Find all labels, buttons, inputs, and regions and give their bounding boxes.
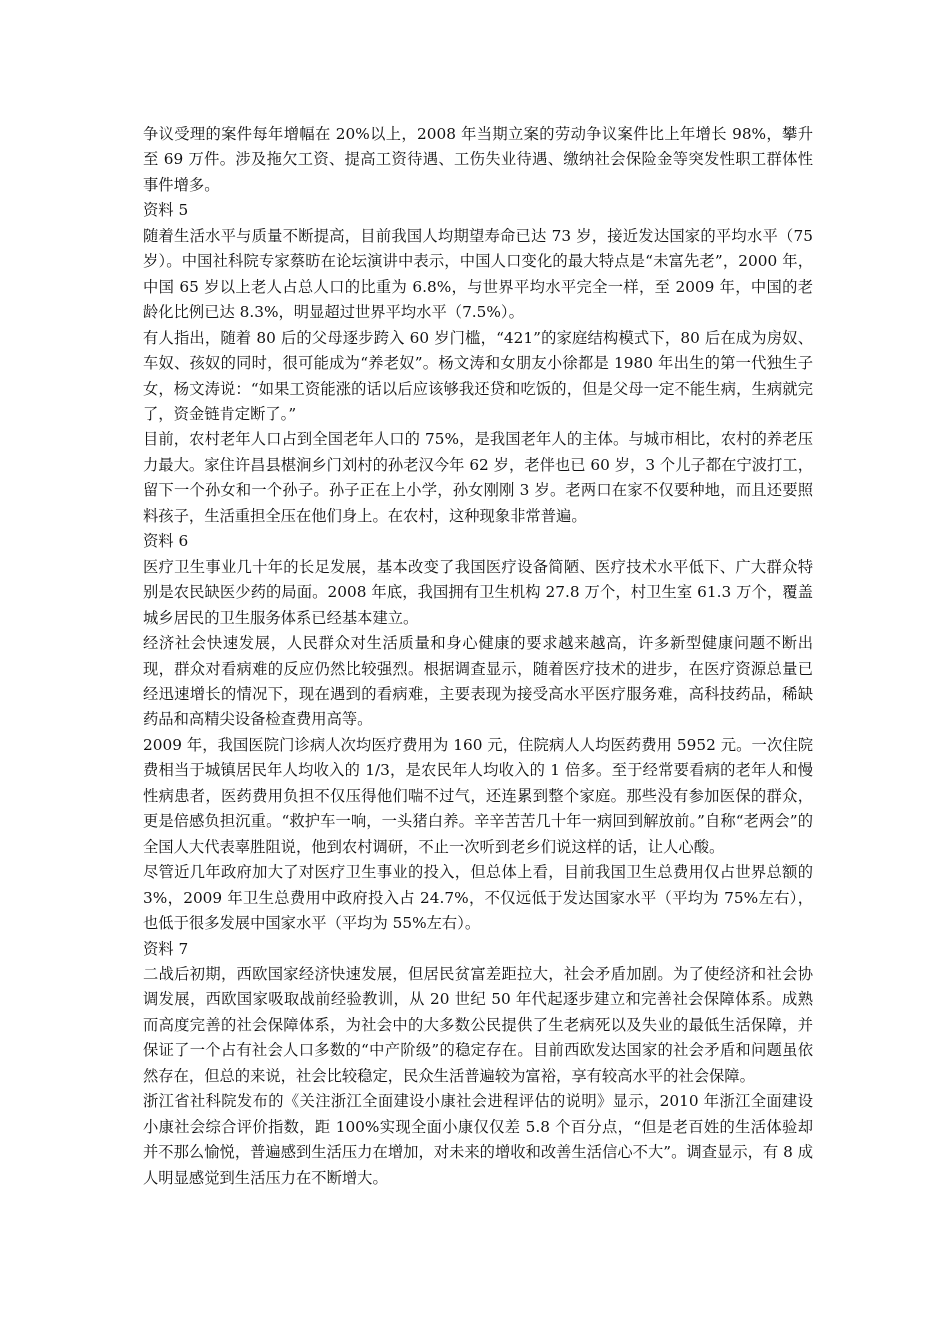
paragraph-labor-disputes: 争议受理的案件每年增幅在 20%以上，2008 年当期立案的劳动争议案件比上年增长 98%，攀升至 69 万件。涉及拖欠工资、提高工资待遇、工伤失业待遇、缴纳社会保险金等突发性职工群体性事件增多。 [143, 125, 813, 194]
paragraph-medical-development: 医疗卫生事业几十年的长足发展，基本改变了我国医疗设备简陋、医疗技术水平低下、广大群众特别是农民缺医少药的局面。2008 年底，我国拥有卫生机构 27.8 万个，村卫生室 61.3 万个，覆盖城乡居民的卫生服务体系已经基本建立。 [143, 557, 813, 627]
paragraph-access-to-care: 经济社会快速发展，人民群众对生活质量和身心健康的要求越来越高，许多新型健康问题不断出现，群众对看病难的反应仍然比较强烈。根据调查显示，随着医疗技术的进步，在医疗资源总量已经迅速增长的情况下，现在遇到的看病难，主要表现为接受高水平医疗服务难，高科技药品，稀缺药品和高精尖设备检查费用高等。 [143, 634, 813, 729]
heading-material-5: 资料 5 [143, 201, 189, 220]
paragraph-rural-elderly: 目前，农村老年人口占到全国老年人口的 75%，是我国老年人的主体。与城市相比，农村的养老压力最大。家住许昌县椹涧乡门刘村的孙老汉今年 62 岁，老伴也已 60 岁，3 个儿子都在宁波打工，留下一个孙女和一个孙子。孙子正在上小学，孙女刚刚 3 岁。老两口在家不仅要种地，而且还要照料孩子，生活重担全压在他们身上。在农村，这种现象非常普遍。 [143, 430, 813, 525]
paragraph-medical-costs: 2009 年，我国医院门诊病人次均医疗费用为 160 元，住院病人人均医药费用 5952 元。一次住院费相当于城镇居民年人均收入的 1/3，是农民年人均收入的 1 倍多。至于经常要看病的老年人和慢性病患者，医药费用负担不仅压得他们喘不过气，还连累到整个家庭。那些没有参加医保的群众，更是倍感负担沉重。“救护车一响，一头猪白养。辛辛苦苦几十年一病回到解放前。”自称“老两会”的全国人大代表辜胜阻说，他到农村调研，不止一次听到老乡们说这样的话，让人心酸。 [143, 735, 813, 856]
paragraph-health-spending: 尽管近几年政府加大了对医疗卫生事业的投入，但总体上看，目前我国卫生总费用仅占世界总额的 3%，2009 年卫生总费用中政府投入占 24.7%，不仅远低于发达国家水平（平均为 75%左右），也低于很多发展中国家水平（平均为 55%左右）。 [143, 863, 813, 933]
paragraph-zhejiang-survey: 浙江省社科院发布的《关注浙江全面建设小康社会进程评估的说明》显示，2010 年浙江全面建设小康社会综合评价指数，距 100%实现全面小康仅仅差 5.8 个百分点，“但是老百姓的生活体验却并不那么愉悦，普遍感到生活压力在增加，对未来的增收和改善生活信心不大”。调查显示，有 8 成人明显感觉到生活压力在不断增大。 [143, 1092, 813, 1187]
paragraph-life-expectancy: 随着生活水平与质量不断提高，目前我国人均期望寿命已达 73 岁，接近发达国家的平均水平（75 岁）。中国社科院专家蔡昉在论坛演讲中表示，中国人口变化的最大特点是“未富先老”，2000 年，中国 65 岁以上老人占总人口的比重为 6.8%，与世界平均水平完全一样，至 2009 年，中国的老龄化比例已达 8.3%，明显超过世界平均水平（7.5%）。 [143, 226, 813, 322]
paragraph-421-family: 有人指出，随着 80 后的父母逐步跨入 60 岁门槛，“421”的家庭结构模式下，80 后在成为房奴、车奴、孩奴的同时，很可能成为“养老奴”。杨文涛和女朋友小徐都是 1980 年出生的第一代独生子女，杨文涛说：“如果工资能涨的话以后应该够我还贷和吃饭的，但是父母一定不能生病，生病就完了，资金链肯定断了。” [143, 328, 813, 423]
heading-material-6: 资料 6 [143, 532, 189, 551]
heading-material-7: 资料 7 [143, 939, 189, 958]
paragraph-western-europe: 二战后初期，西欧国家经济快速发展，但居民贫富差距拉大，社会矛盾加剧。为了使经济和社会协调发展，西欧国家吸取战前经验教训，从 20 世纪 50 年代起逐步建立和完善社会保障体系。成熟而高度完善的社会保障体系，为社会中的大多数公民提供了生老病死以及失业的最低生活保障，并保证了一个占有社会人口多数的“中产阶级”的稳定存在。目前西欧发达国家的社会矛盾和问题虽依然存在，但总的来说，社会比较稳定，民众生活普遍较为富裕，享有较高水平的社会保障。 [143, 964, 813, 1085]
document-body [143, 122, 813, 1191]
